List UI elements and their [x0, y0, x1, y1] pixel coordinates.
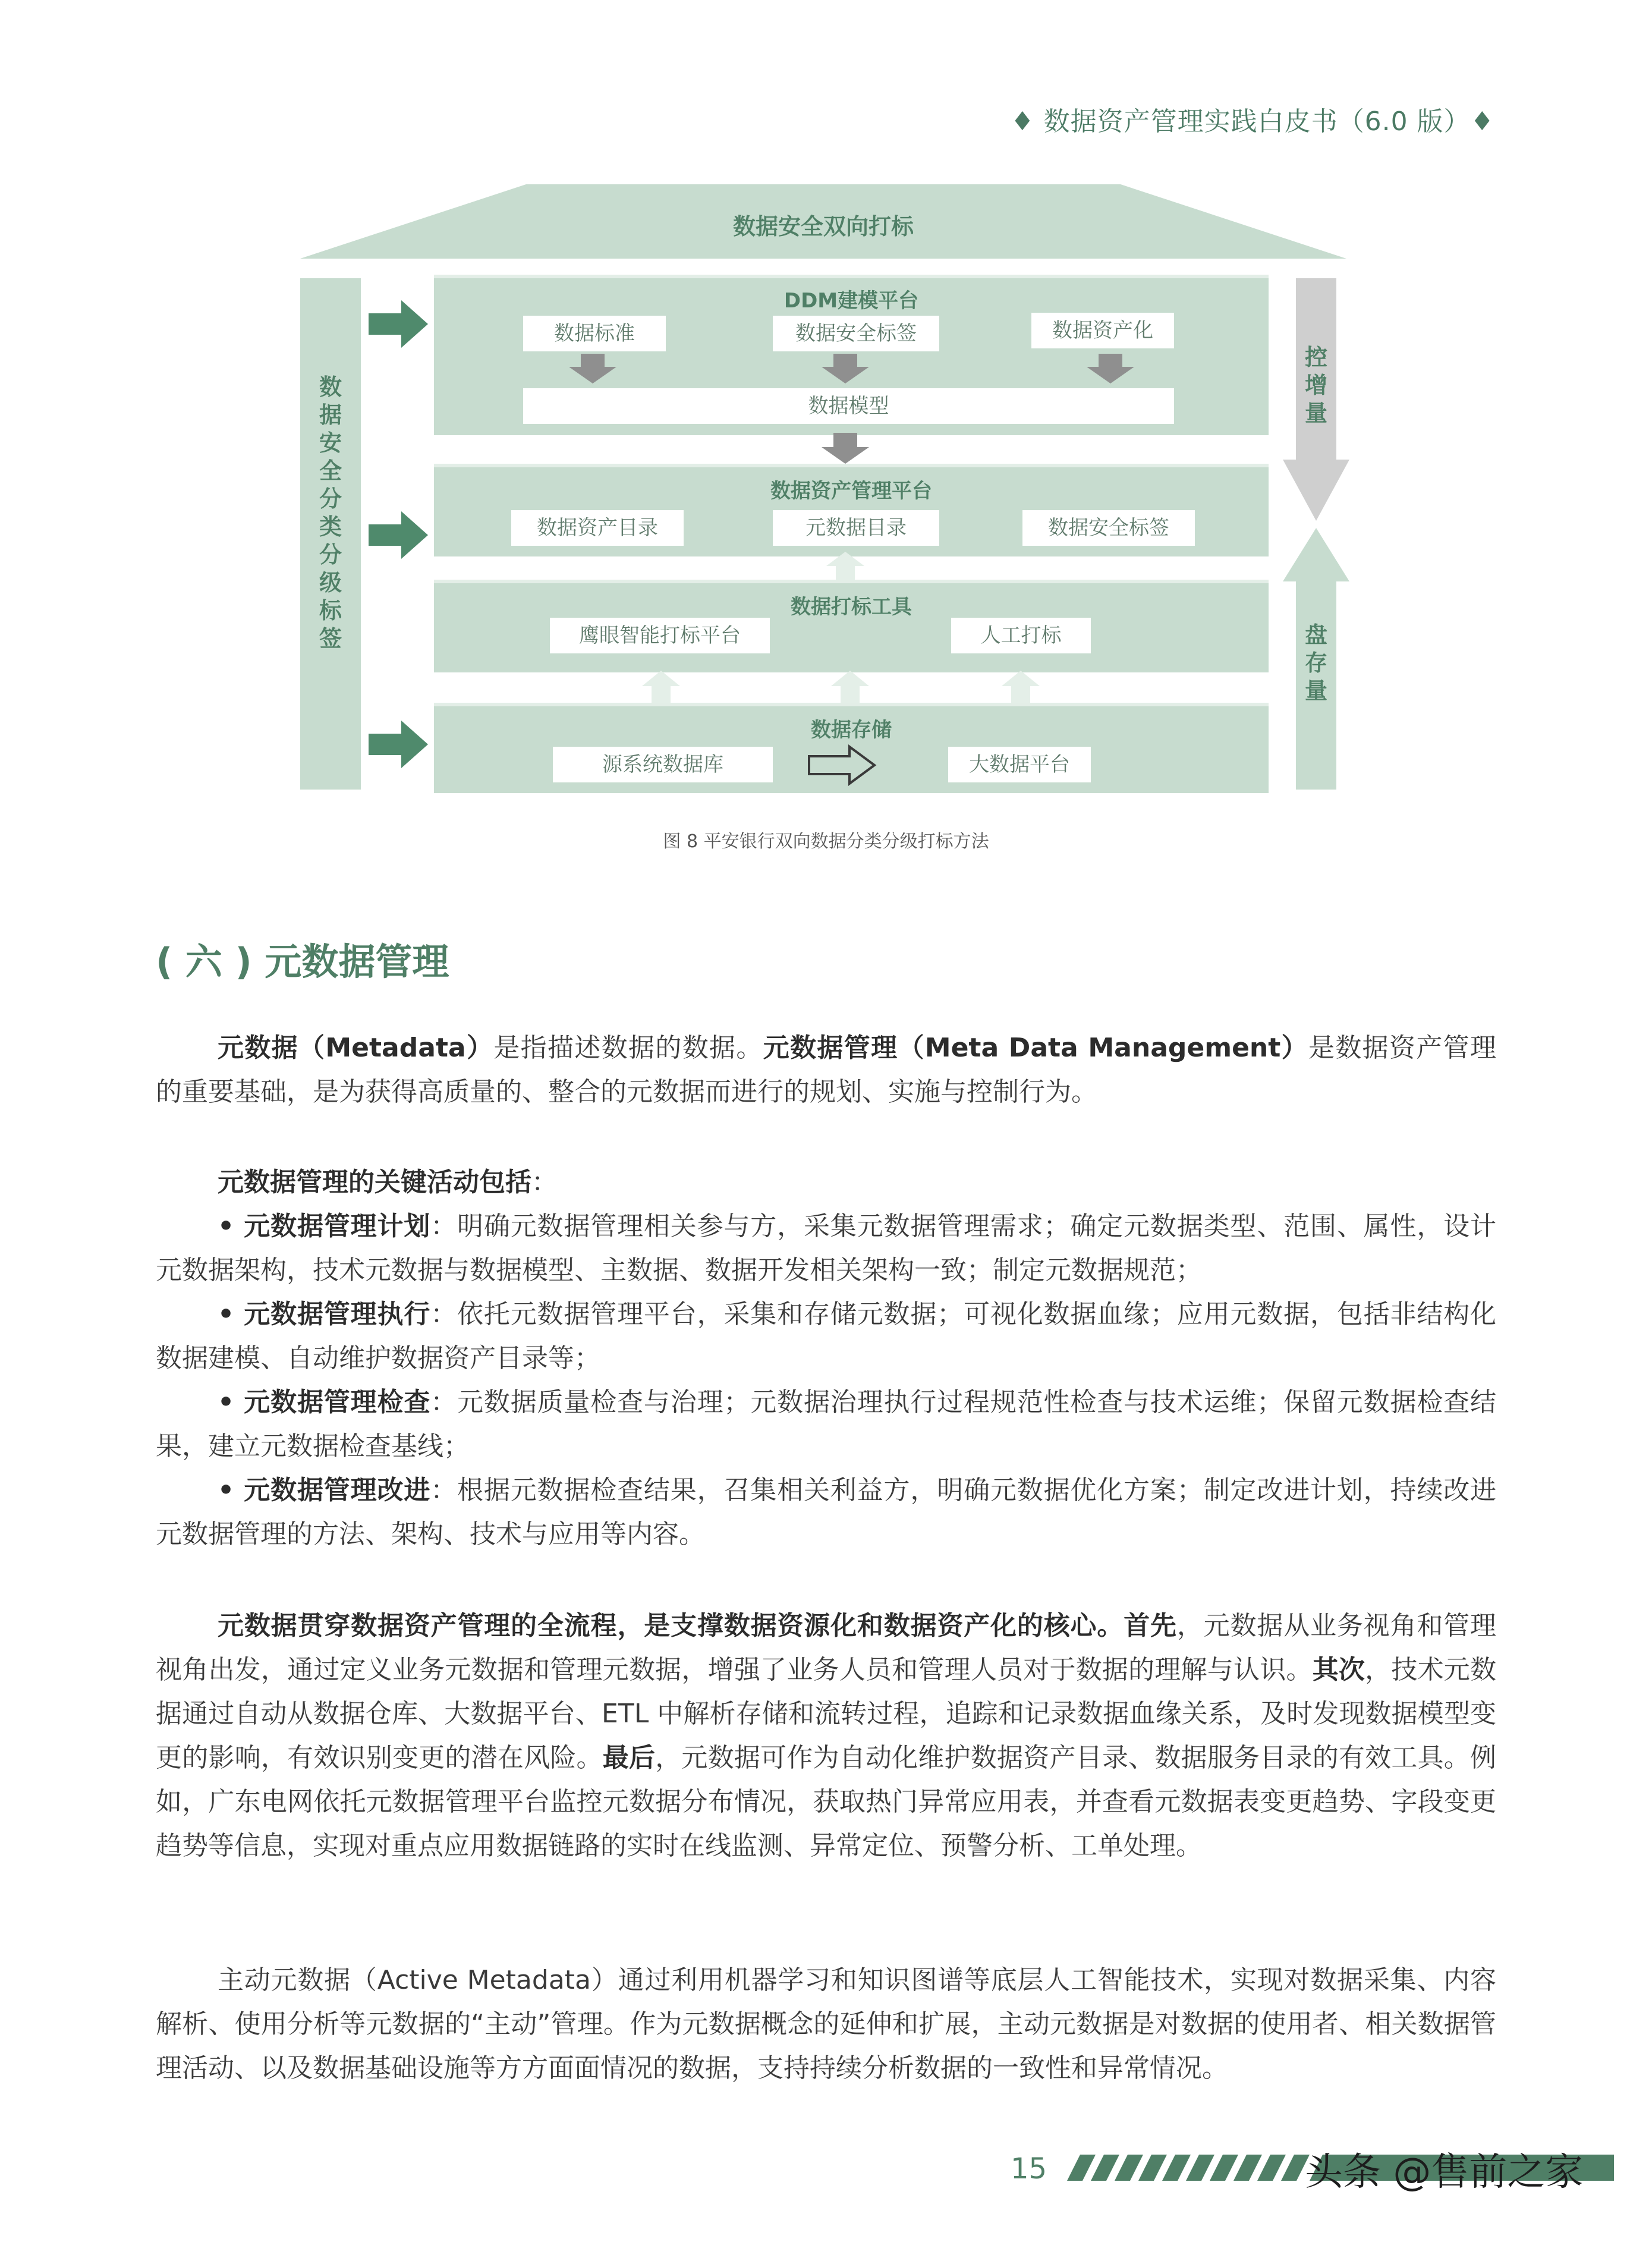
- emphasis: 元数据贯穿数据资产管理的全流程，是支撑数据资源化和数据资产化的核心。首先: [218, 1611, 1177, 1641]
- panel-asset-platform-title: 数据资产管理平台: [770, 479, 932, 503]
- activities-lead-label: 元数据管理的关键活动包括: [218, 1167, 531, 1197]
- text: ，元数据从业务视角和管理视角出发，通过定义业务元数据和管理元数据，增强了业务人员和管理人员对于数据的理解与认识。: [156, 1611, 1497, 1685]
- emphasis: 最后: [602, 1743, 656, 1773]
- watermark: 头条 @售前之家: [1305, 2150, 1584, 2194]
- list-item-title: • 元数据管理计划: [218, 1211, 431, 1241]
- panel-tagging-tools: [434, 580, 1269, 672]
- ddm-box-standard: 数据标准: [523, 316, 666, 351]
- list-item: [156, 1469, 1496, 1556]
- asset-box-metadata-catalog: 元数据目录: [773, 510, 939, 546]
- list-item-text: ：元数据质量检查与治理；元数据治理执行过程规范性检查与技术运维；保留元数据检查结果，建立元数据检查基线；: [156, 1387, 1496, 1461]
- paragraph-metadata-core: [156, 1604, 1496, 1868]
- panel-tagging-tools-title: 数据打标工具: [791, 595, 912, 619]
- storage-box-bigdata: 大数据平台: [948, 747, 1091, 782]
- list-item-text: ：根据元数据检查结果，召集相关利益方，明确元数据优化方案；制定改进计划，持续改进元数据管理的方法、架构、技术与应用等内容。: [156, 1475, 1496, 1549]
- emphasis: 其次: [1312, 1655, 1365, 1685]
- page-number: 15: [1011, 2152, 1047, 2186]
- asset-box-security-label: 数据安全标签: [1022, 510, 1195, 546]
- asset-box-catalog: 数据资产目录: [511, 510, 684, 546]
- list-item-title: • 元数据管理改进: [218, 1475, 431, 1505]
- right-outline-arrow-icon: [807, 744, 878, 786]
- right-arrow-icon: [369, 721, 428, 768]
- up-arrow-icon: [642, 671, 680, 703]
- right-top-label: 控增量: [1304, 344, 1327, 426]
- text: 是数据资产管理的重要基础，是为获得高质量的、整合的元数据而进行的规划、实施与控制行为。: [156, 1033, 1497, 1107]
- up-arrow-icon: [826, 552, 864, 581]
- ddm-box-assetization: 数据资产化: [1031, 313, 1174, 348]
- panel-ddm-title: DDM建模平台: [783, 289, 919, 313]
- down-arrow-icon: [1087, 354, 1134, 383]
- up-arrow-icon: [831, 671, 869, 703]
- figure-caption: 图 8 平安银行双向数据分类分级打标方法: [663, 831, 989, 852]
- term-metadata-management: 元数据管理（Meta Data Management）: [763, 1033, 1308, 1063]
- running-title: ♦ 数据资产管理实践白皮书（6.0 版）♦: [1011, 106, 1494, 137]
- ddm-box-model: 数据模型: [523, 388, 1174, 424]
- right-arrow-icon: [369, 511, 428, 559]
- text: 是指描述数据的数据。: [493, 1033, 763, 1063]
- list-item-title: • 元数据管理检查: [218, 1387, 431, 1417]
- text: 主动元数据（Active Metadata）通过利用机器学习和知识图谱等底层人工智能技术，实现对数据采集、内容解析、使用分析等元数据的“主动”管理。作为元数据概念的延伸和扩展，主动元数据是对数据的使用者、相关数据管理活动、以及数据基础设施等方方面面情况的数据，支持持续分析数据的一致性和异常情况。: [156, 1965, 1496, 2083]
- panel-storage-title: 数据存储: [811, 718, 892, 742]
- roof-label: 数据安全双向打标: [732, 213, 914, 240]
- left-column: [300, 278, 361, 790]
- term-metadata: 元数据（Metadata）: [218, 1033, 494, 1063]
- activities-lead: [156, 1161, 1496, 1205]
- text: ，技术元数据通过自动从数据仓库、大数据平台、ETL 中解析存储和流转过程，追踪和记录数据血缘关系，及时发现数据模型变更的影响，有效识别变更的潜在风险。: [156, 1655, 1497, 1773]
- tagging-box-manual: 人工打标: [951, 618, 1091, 653]
- right-bottom-label: 盘存量: [1304, 622, 1327, 704]
- down-arrow-icon: [569, 354, 616, 383]
- list-item-text: ：明确元数据管理相关参与方，采集元数据管理需求；确定元数据类型、范围、属性，设计元数据架构，技术元数据与数据模型、主数据、数据开发相关架构一致；制定元数据规范；: [156, 1211, 1496, 1285]
- list-item-text: ：依托元数据管理平台，采集和存储元数据；可视化数据血缘；应用元数据，包括非结构化数据建模、自动维护数据资产目录等；: [156, 1299, 1496, 1373]
- list-item: [156, 1205, 1496, 1293]
- list-item-title: • 元数据管理执行: [218, 1299, 431, 1329]
- list-item: [156, 1381, 1496, 1469]
- down-arrow-icon: [822, 354, 869, 383]
- section-heading: ( 六 ) 元数据管理: [156, 940, 449, 983]
- down-arrow-icon: [822, 433, 869, 464]
- list-item: [156, 1293, 1496, 1381]
- storage-box-source-db: 源系统数据库: [553, 747, 773, 782]
- paragraph-metadata-definition: [156, 1026, 1496, 1114]
- panel-asset-platform: [434, 464, 1269, 556]
- activities-lead-colon: ：: [531, 1167, 558, 1197]
- paragraph-active-metadata: [156, 1958, 1496, 2090]
- paragraph-key-activities: [156, 1161, 1496, 1556]
- text: ，元数据可作为自动化维护数据资产目录、数据服务目录的有效工具。例如，广东电网依托元数据管理平台监控元数据分布情况，获取热门异常应用表，并查看元数据表变更趋势、字段变更趋势等信息，实现对重点应用数据链路的实时在线监测、异常定位、预警分析、工单处理。: [156, 1743, 1497, 1861]
- up-arrow-icon: [1002, 671, 1040, 703]
- left-column-label: 数据安全分类分级标签: [319, 374, 342, 652]
- tagging-box-eagle-eye: 鹰眼智能打标平台: [550, 618, 770, 653]
- right-arrow-icon: [369, 300, 428, 348]
- ddm-box-security-label: 数据安全标签: [773, 316, 939, 351]
